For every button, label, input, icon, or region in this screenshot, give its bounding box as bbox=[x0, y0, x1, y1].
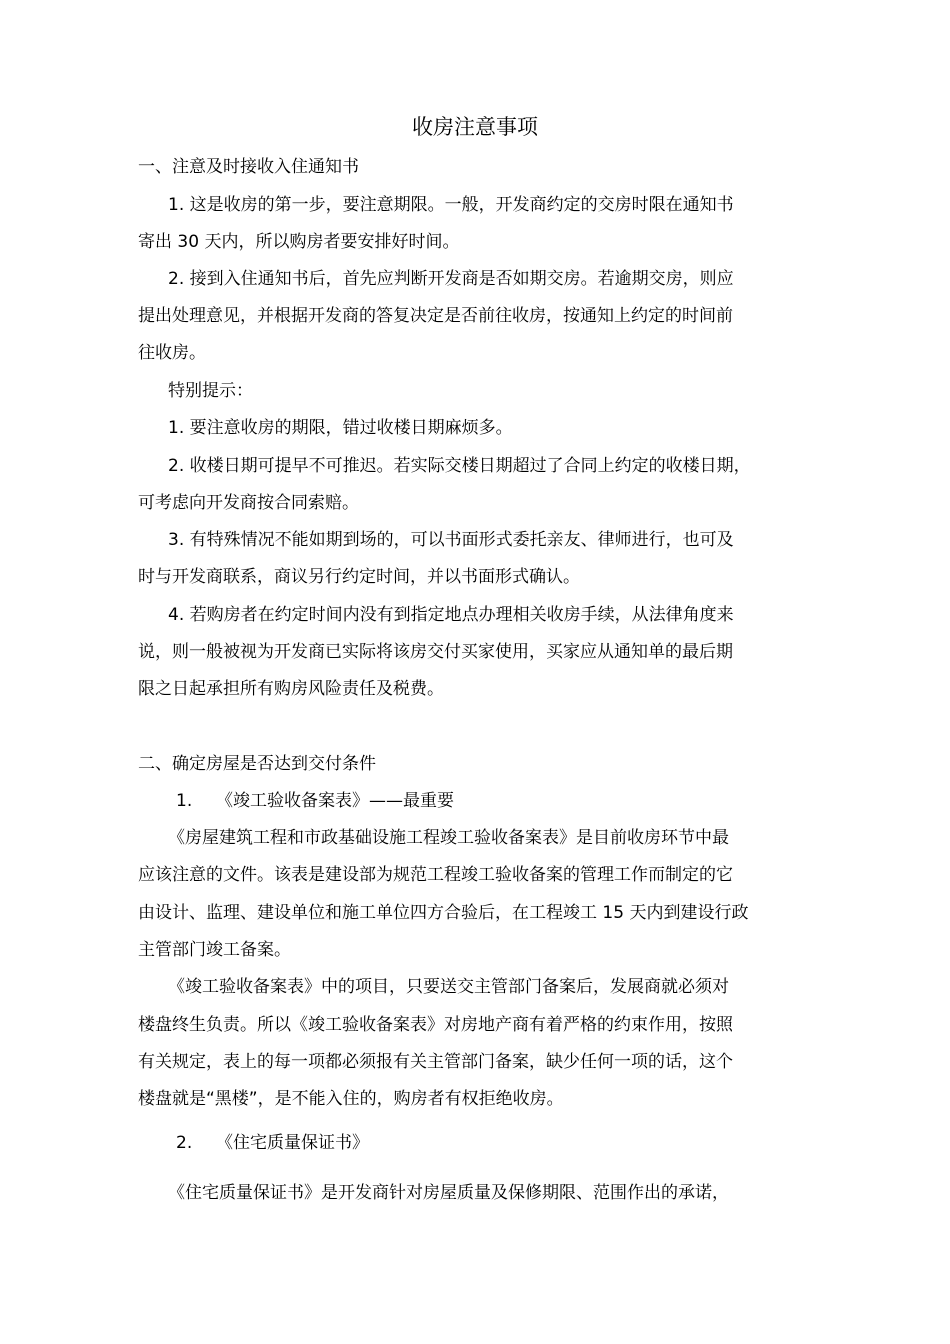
para2-line1: 《竣工验收备案表》中的项目，只要送交主管部门备案后，发展商就必须对 bbox=[168, 977, 729, 997]
sub1-heading bbox=[138, 786, 828, 816]
item1-line2: 寄出 30 天内，所以购房者要安排好时间。 bbox=[138, 232, 460, 252]
item2-line2: 提出处理意见，并根据开发商的答复决定是否前往收房，按通知上约定的时间前 bbox=[138, 306, 733, 326]
para2-line4: 楼盘就是“黑楼”，是不能入住的，购房者有权拒绝收房。 bbox=[138, 1089, 564, 1109]
para2-line2: 楼盘终生负责。所以《竣工验收备案表》对房地产商有着严格的约束作用，按照 bbox=[138, 1015, 733, 1035]
para1-line3: 由设计、监理、建设单位和施工单位四方合验后，在工程竣工 15 天内到建设行政 bbox=[138, 903, 749, 923]
tips-label: 特别提示： bbox=[168, 381, 253, 401]
item2-line3: 往收房。 bbox=[138, 343, 206, 363]
tip2-line2: 可考虑向开发商按合同索赔。 bbox=[138, 493, 359, 513]
document-title: 收房注意事项 bbox=[412, 115, 538, 139]
tip4-line1: 4. 若购房者在约定时间内没有到指定地点办理相关收房手续，从法律角度来 bbox=[168, 605, 734, 625]
para1-line4: 主管部门竣工备案。 bbox=[138, 940, 291, 960]
tip3-line1: 3. 有特殊情况不能如期到场的，可以书面形式委托亲友、律师进行，也可及 bbox=[168, 530, 734, 550]
item2-line1: 2. 接到入住通知书后，首先应判断开发商是否如期交房。若逾期交房，则应 bbox=[168, 269, 734, 289]
sub2-title: 《住宅质量保证书》 bbox=[216, 1133, 369, 1153]
item1-line1: 1. 这是收房的第一步，要注意期限。一般，开发商约定的交房时限在通知书 bbox=[168, 195, 734, 215]
sub2-number: 2. bbox=[176, 1133, 193, 1153]
para1-line1: 《房屋建筑工程和市政基础设施工程竣工验收备案表》是目前收房环节中最 bbox=[168, 828, 729, 848]
section2-heading: 二、确定房屋是否达到交付条件 bbox=[138, 754, 376, 774]
sub1-number: 1. bbox=[176, 791, 193, 811]
tip1-line1: 1. 要注意收房的期限，错过收楼日期麻烦多。 bbox=[168, 418, 513, 438]
section1-heading: 一、注意及时接收入住通知书 bbox=[138, 157, 359, 177]
para1-line2: 应该注意的文件。该表是建设部为规范工程竣工验收备案的管理工作而制定的它 bbox=[138, 865, 733, 885]
para2-line3: 有关规定，表上的每一项都必须报有关主管部门备案，缺少任何一项的话，这个 bbox=[138, 1052, 733, 1072]
para3-line1: 《住宅质量保证书》是开发商针对房屋质量及保修期限、范围作出的承诺， bbox=[168, 1183, 729, 1203]
tip3-line2: 时与开发商联系，商议另行约定时间，并以书面形式确认。 bbox=[138, 567, 580, 587]
tip4-line2: 说，则一般被视为开发商已实际将该房交付买家使用，买家应从通知单的最后期 bbox=[138, 642, 733, 662]
sub1-title: 《竣工验收备案表》——最重要 bbox=[216, 791, 454, 811]
sub2-heading bbox=[138, 1128, 828, 1158]
tip4-line3: 限之日起承担所有购房风险责任及税费。 bbox=[138, 679, 444, 699]
tip2-line1: 2. 收楼日期可提早不可推迟。若实际交楼日期超过了合同上约定的收楼日期， bbox=[168, 456, 751, 476]
